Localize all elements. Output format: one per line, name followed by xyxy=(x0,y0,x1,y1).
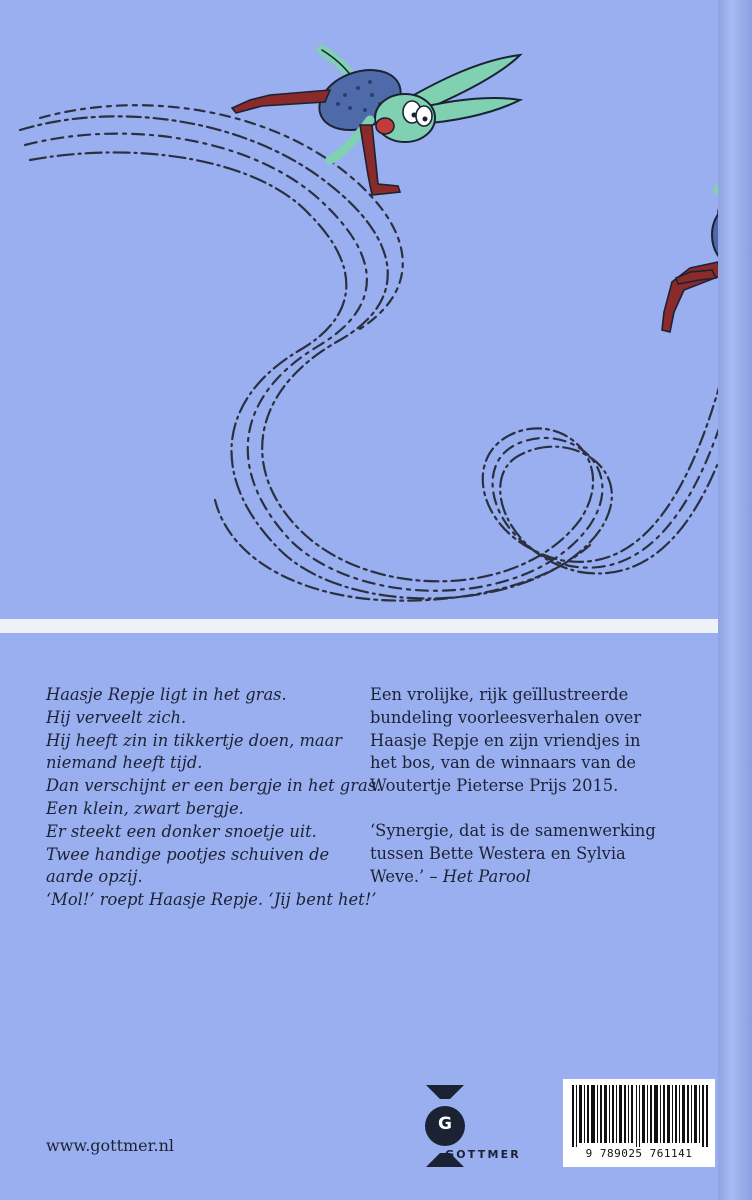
quote-line: ‘Synergie, dat is de samenwerking xyxy=(370,820,656,840)
blurb-line: Een klein, zwart bergje. xyxy=(46,798,244,818)
blurb-line: Twee handige pootjes schuiven de xyxy=(46,844,330,864)
dashed-tracks xyxy=(20,105,752,600)
blurb-line: niemand heeft tijd. xyxy=(46,753,203,773)
isbn-number: 9 789025 761141 xyxy=(585,1147,693,1160)
isbn-barcode xyxy=(563,1079,715,1167)
blurb-line: Er steekt een donker snoetje uit. xyxy=(46,821,317,841)
logo-letter: G xyxy=(438,1114,452,1134)
rabbit-figure xyxy=(232,50,520,195)
publisher-logo xyxy=(400,1080,550,1170)
description-text xyxy=(370,684,680,888)
description-line: Een vrolijke, rijk geïllustreerde xyxy=(370,685,629,704)
quote-line-last xyxy=(370,866,680,889)
blurb-line: Hij verveelt zich. xyxy=(46,707,187,727)
blurb-line: Haasje Repje ligt in het gras. xyxy=(46,685,287,704)
book-spine xyxy=(718,0,752,1200)
quote-text: Weve.’ – xyxy=(370,866,443,886)
blurb-line: aarde opzij. xyxy=(46,867,143,887)
quote-source: Het Parool xyxy=(442,866,531,886)
paragraph-gap xyxy=(370,798,680,820)
description-line: Haasje Repje en zijn vriendjes in xyxy=(370,730,641,750)
quote-line: tussen Bette Westera en Sylvia xyxy=(370,843,626,863)
description-line: bundeling voorleesverhalen over xyxy=(370,707,642,727)
blurb-line: Dan verschijnt er een bergje in het gras. xyxy=(46,776,382,796)
blurb-line: Hij heeft zin in tikkertje doen, maar xyxy=(46,730,343,750)
description-line: het bos, van de winnaars van de xyxy=(370,753,637,773)
description-line: Woutertje Pieterse Prijs 2015. xyxy=(370,776,619,796)
publisher-name: GOTTMER xyxy=(445,1148,521,1161)
barcode-bars xyxy=(572,1085,708,1147)
divider-band xyxy=(0,619,718,633)
blurb-text xyxy=(46,684,382,912)
blurb-line: ‘Mol!’ roept Haasje Repje. ‘Jij bent het!’ xyxy=(46,890,377,910)
publisher-website: www.gottmer.nl xyxy=(46,1136,175,1155)
